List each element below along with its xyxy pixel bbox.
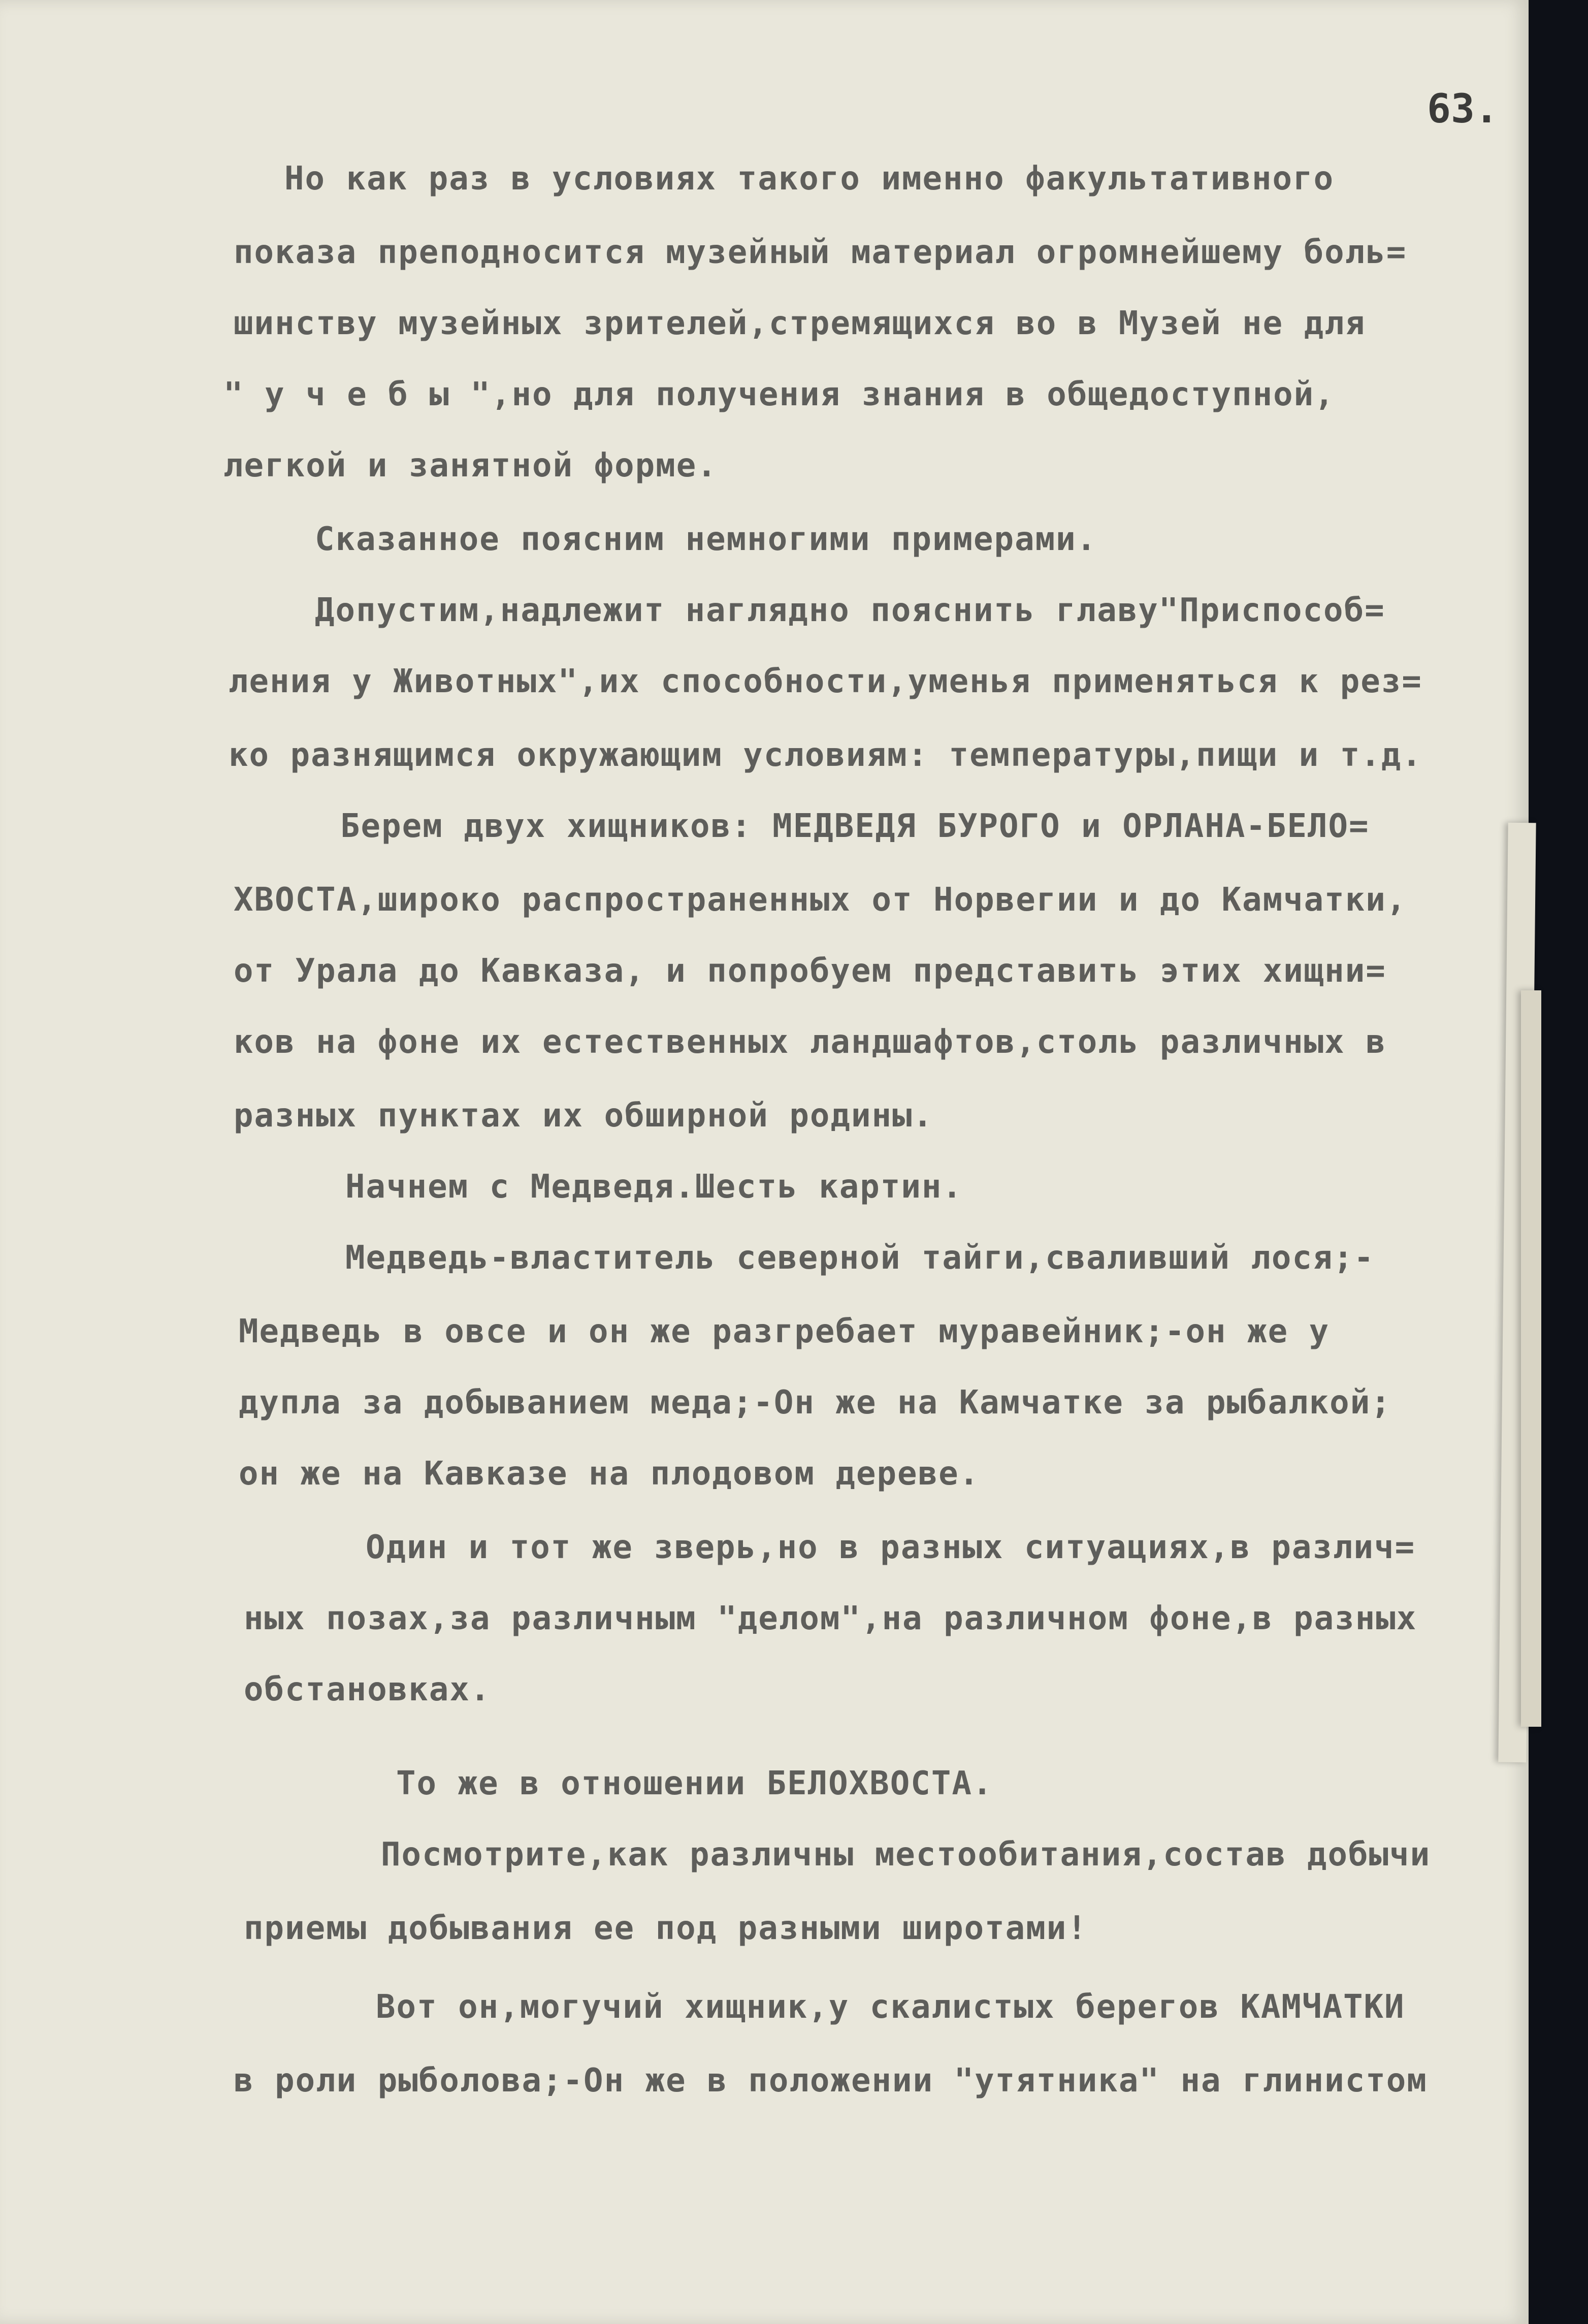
text-line: показа преподносится музейный материал огромнейшему боль=	[234, 234, 1407, 271]
text-line: Вот он,могучий хищник,у скалистых берегов КАМЧАТКИ	[376, 1988, 1405, 2026]
page-number: 63.	[1427, 86, 1499, 132]
text-line: от Урала до Кавказа, и попробуем представить этих хищни=	[234, 952, 1386, 990]
text-line: Начнем с Медведя.Шесть картин.	[345, 1168, 963, 1206]
text-line: ных позах,за различным "делом",на различном фоне,в разных	[244, 1600, 1417, 1637]
torn-paper-edge	[1521, 990, 1541, 1727]
text-line: ления у Животных",их способности,уменья применяться к рез=	[229, 663, 1422, 700]
text-line: приемы добывания ее под разными широтами!	[244, 1910, 1088, 1947]
text-line: То же в отношении БЕЛОХВОСТА.	[396, 1765, 993, 1802]
text-line: дупла за добыванием меда;-Он же на Камчатке за рыбалкой;	[239, 1384, 1391, 1422]
text-line: шинству музейных зрителей,стремящихся во в Музей не для	[234, 305, 1366, 342]
text-line: Но как раз в условиях такого именно факультативного	[284, 160, 1335, 198]
text-line: ков на фоне их естественных ландшафтов,столь различных в	[234, 1023, 1386, 1061]
text-line: Допустим,надлежит наглядно пояснить главу"Приспособ=	[315, 592, 1385, 629]
text-line: Берем двух хищников: МЕДВЕДЯ БУРОГО и ОРЛАНА-БЕЛО=	[340, 808, 1370, 845]
text-line: " у ч е б ы ",но для получения знания в общедоступной,	[223, 376, 1335, 413]
text-line: Сказанное поясним немногими примерами.	[315, 521, 1097, 558]
text-line: ХВОСТА,широко распространенных от Норвегии и до Камчатки,	[234, 881, 1407, 919]
text-line: Посмотрите,как различны местообитания,состав добычи	[381, 1836, 1431, 1874]
text-line: Один и тот же зверь,но в разных ситуациях,в различ=	[366, 1529, 1416, 1566]
text-line: обстановках.	[244, 1671, 491, 1708]
text-line: Медведь в овсе и он же разгребает муравейник;-он же у	[239, 1313, 1330, 1350]
text-line: Медведь-властитель северной тайги,сваливший лося;-	[345, 1239, 1375, 1277]
text-line: разных пунктах их обширной родины.	[234, 1097, 934, 1135]
text-line: он же на Кавказе на плодовом дереве.	[239, 1455, 980, 1493]
text-line: в роли рыболова;-Он же в положении "утятника" на глинистом	[234, 2062, 1428, 2100]
text-line: легкой и занятной форме.	[223, 447, 718, 485]
text-line: ко разнящимся окружающим условиям: температуры,пищи и т.д.	[229, 736, 1422, 774]
